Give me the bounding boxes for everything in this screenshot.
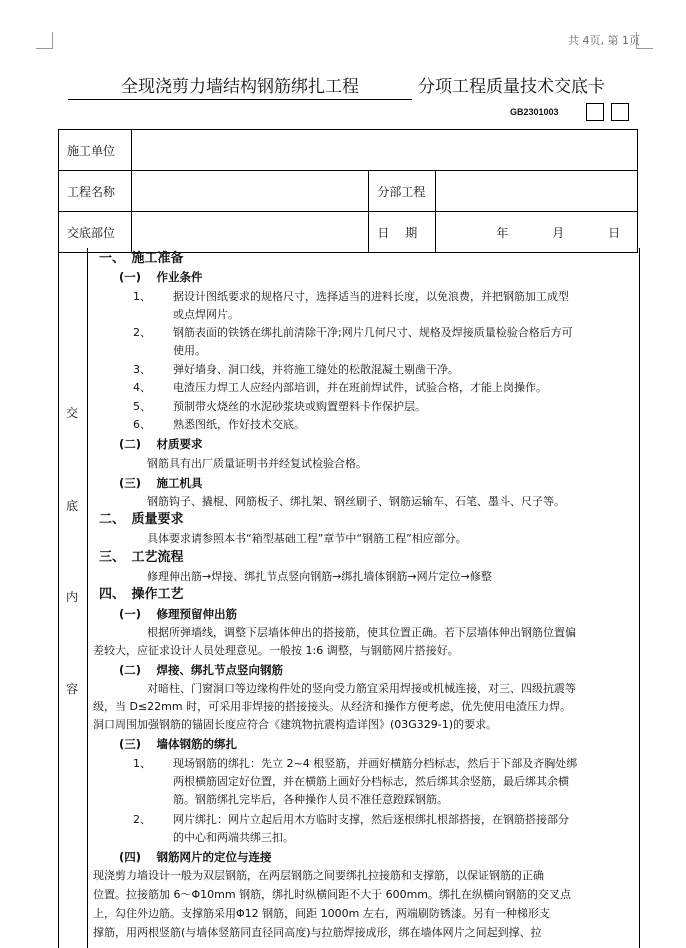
section-4b-text-cont: 洞口周围加强钢筋的锚固长度应符合《建筑物抗震构造详图》(03G329-1)的要求。 (93, 718, 498, 731)
section-1c-text: 钢筋钩子、撬棍、网筋板子、绑扎架、钢丝刷子、钢筋运输车、石笔、墨斗、尺子等。 (147, 495, 565, 508)
sub-project-value[interactable] (436, 171, 638, 212)
section-2-heading: 二、 质量要求 (99, 512, 184, 527)
day-label: 日 (608, 225, 621, 240)
title-main: 全现浇剪力墙结构钢筋绑扎工程 (68, 72, 412, 100)
section-3-text: 修理伸出筋→焊接、绑扎节点竖向钢筋→绑扎墙体钢筋→网片定位→修整 (147, 570, 492, 583)
section-1a-heading: (一) 作业条件 (119, 270, 203, 284)
checkbox-1[interactable] (586, 103, 604, 121)
content-sidebar (59, 248, 88, 948)
project-name-label: 工程名称 (59, 171, 132, 212)
item-number: 3、 (133, 363, 151, 376)
page-number: 共 4页, 第 1页 (568, 34, 640, 47)
item-text: 现场钢筋的绑扎：先立 2~4 根竖筋，并画好横筋分档标志，然后于下部及齐胸处绑 (173, 757, 578, 770)
section-4c-heading: (三) 墙体钢筋的绑扎 (119, 737, 238, 751)
item-number: 2、 (133, 813, 151, 826)
section-3-heading: 三、 工艺流程 (99, 550, 184, 565)
section-4d-text: 现浇剪力墙设计一般为双层钢筋，在两层钢筋之间要绑扎拉接筋和支撑筋，以保证钢筋的正确 (93, 869, 544, 882)
item-number: 6、 (133, 418, 151, 431)
title-sub: 分项工程质量技术交底卡 (418, 77, 605, 97)
date-label: 日 期 (369, 212, 436, 253)
header-table (58, 129, 638, 253)
item-text: 网片绑扎：网片立起后用木方临时支撑，然后逐根绑扎根部搭接，在钢筋搭接部分 (173, 813, 569, 826)
sidebar-char-3: 内 (66, 590, 79, 604)
section-4a-text-cont: 差较大，应征求设计人员处理意见。一般按 1:6 调整，与钢筋网片搭接好。 (93, 644, 459, 657)
handover-dept-label: 交底部位 (59, 212, 132, 253)
item-text: 弹好墙身、洞口线，并将施工缝处的松散混凝土剔凿干净。 (173, 363, 459, 376)
item-text-cont: 或点焊网片。 (173, 308, 239, 321)
item-text: 电渣压力焊工人应经内部培训，并在班前焊试件，试验合格，才能上岗操作。 (173, 381, 547, 394)
sidebar-char-2: 底 (66, 499, 79, 513)
doc-code: GB2301003 (510, 107, 559, 117)
item-text-cont: 两根横筋固定好位置，并在横筋上画好分档标志，然后绑其余竖筋，最后绑其余横 (173, 775, 569, 788)
section-4d-text-cont: 撑筋，用两根竖筋(与墙体竖筋同直径同高度)与拉筋焊接成形，绑在墙体网片之间起到撑、拉 (93, 926, 542, 939)
handover-content-area (58, 248, 640, 948)
construction-unit-label: 施工单位 (59, 130, 132, 171)
handover-dept-value[interactable] (132, 212, 369, 253)
section-4a-text: 根据所弹墙线，调整下层墙体伸出的搭接筋，使其位置正确。若下层墙体伸出钢筋位置偏 (147, 626, 576, 639)
item-number: 5、 (133, 400, 151, 413)
sidebar-char-4: 容 (66, 682, 79, 696)
section-1b-heading: (二) 材质要求 (119, 437, 203, 451)
section-1c-heading: (三) 施工机具 (119, 476, 203, 490)
item-text: 熟悉图纸，作好技术交底。 (173, 418, 305, 431)
document-title (68, 72, 638, 98)
page-corner-mark-left (36, 32, 53, 49)
sub-project-label: 分部工程 (369, 171, 436, 212)
construction-unit-value[interactable] (132, 130, 638, 171)
item-text: 钢筋表面的铁锈在绑扎前清除干净;网片几何尺寸、规格及焊接质量检验合格后方可 (173, 326, 573, 339)
item-number: 4、 (133, 381, 151, 394)
item-number: 1、 (133, 290, 151, 303)
sidebar-char-1: 交 (66, 406, 79, 420)
section-4a-heading: (一) 修理预留伸出筋 (119, 607, 238, 621)
item-text: 据设计图纸要求的规格尺寸，选择适当的进料长度，以免浪费，并把钢筋加工成型 (173, 290, 569, 303)
section-4-heading: 四、 操作工艺 (99, 587, 184, 602)
date-value[interactable] (436, 212, 638, 253)
item-text-cont: 的中心和两端共绑三扣。 (173, 831, 294, 844)
content-text (89, 248, 637, 948)
section-4d-text-cont: 位置。拉接筋加 6～Φ10mm 钢筋，绑扎时纵横间距不大于 600mm。绑扎在纵横向钢筋的交叉点 (93, 888, 571, 901)
item-text-cont: 筋。钢筋绑扎完毕后，各种操作人员不准任意蹬踩钢筋。 (173, 793, 448, 806)
section-4b-text-cont: 级，当 D≤22mm 时，可采用非焊接的搭接接头。从经济和操作方便考虑，优先使用电渣压力焊。 (93, 700, 572, 713)
item-number: 1、 (133, 757, 151, 770)
item-number: 2、 (133, 326, 151, 339)
section-2-text: 具体要求请参照本书“箱型基础工程”章节中“钢筋工程”相应部分。 (147, 532, 467, 545)
section-4b-text: 对暗柱、门窗洞口等边缘构件处的竖向受力筋宜采用焊接或机械连接，对三、四级抗震等 (147, 682, 576, 695)
year-label: 年 (496, 225, 509, 240)
month-label: 月 (552, 225, 565, 240)
section-4d-text-cont: 上，勾住外边筋。支撑筋采用Φ12 钢筋，间距 1000m 左右，两端刷防锈漆。另有一种梯形支 (93, 907, 550, 920)
section-1-heading: 一、 施工准备 (99, 251, 184, 266)
section-1b-text: 钢筋具有出厂质量证明书并经复试检验合格。 (147, 457, 367, 470)
item-text-cont: 使用。 (173, 344, 206, 357)
checkbox-2[interactable] (611, 103, 629, 121)
section-4b-heading: (二) 焊接、绑扎节点竖向钢筋 (119, 663, 284, 677)
project-name-value[interactable] (132, 171, 369, 212)
section-4d-heading: (四) 钢筋网片的定位与连接 (119, 850, 272, 864)
item-text: 预制带火烧丝的水泥砂浆块或购置塑料卡作保护层。 (173, 400, 426, 413)
